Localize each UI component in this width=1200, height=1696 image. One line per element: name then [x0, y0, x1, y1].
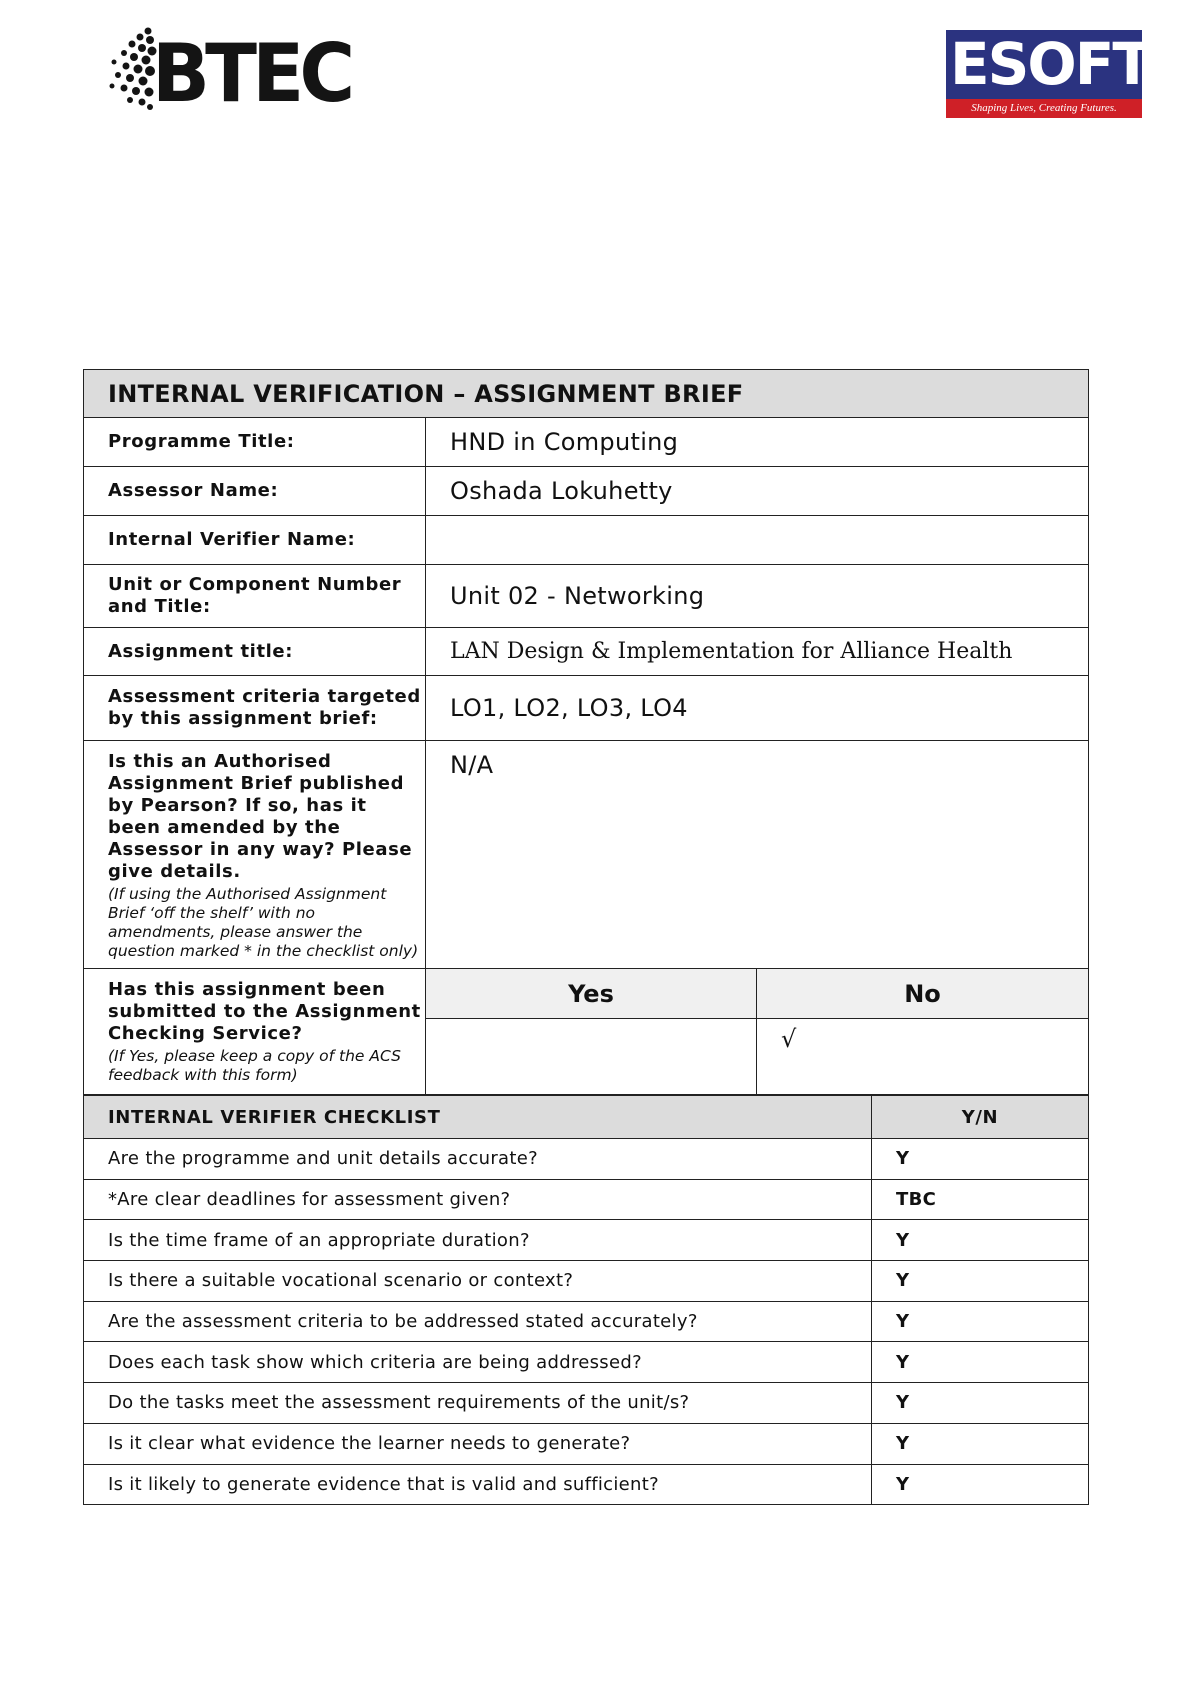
checklist-answer: Y	[872, 1423, 1089, 1464]
checklist-question: Is there a suitable vocational scenario or context?	[84, 1261, 872, 1302]
checklist-answer: Y	[872, 1383, 1089, 1424]
acs-no-cell: √	[757, 1019, 1089, 1095]
unit-value: Unit 02 - Networking	[426, 565, 1089, 628]
programme-title-value: HND in Computing	[426, 418, 1089, 467]
checklist-row	[84, 1383, 1089, 1424]
checklist-question: Are the assessment criteria to be addressed stated accurately?	[84, 1301, 872, 1342]
acs-no-header: No	[757, 969, 1089, 1019]
programme-title-label: Programme Title:	[84, 418, 426, 467]
assignment-title-label: Assignment title:	[84, 628, 426, 676]
acs-question: Has this assignment been submitted to the Assignment Checking Service?	[108, 979, 421, 1044]
esoft-tagline: Shaping Lives, Creating Futures.	[946, 99, 1142, 118]
checklist-answer: Y	[872, 1261, 1089, 1302]
unit-label: Unit or Component Number and Title:	[84, 565, 426, 628]
assessor-name-label: Assessor Name:	[84, 467, 426, 516]
checklist-row	[84, 1464, 1089, 1505]
internal-verifier-label: Internal Verifier Name:	[84, 516, 426, 565]
acs-yes-cell	[426, 1019, 757, 1095]
checklist-answer: Y	[872, 1220, 1089, 1261]
acs-note: (If Yes, please keep a copy of the ACS feedback with this form)	[108, 1047, 401, 1084]
assignment-title-value: LAN Design & Implementation for Alliance Health	[426, 628, 1089, 676]
btec-wordmark: BTEC	[152, 27, 351, 120]
checklist-yn-heading: Y/N	[872, 1096, 1089, 1139]
criteria-label: Assessment criteria targeted by this assignment brief:	[84, 676, 426, 741]
criteria-value: LO1, LO2, LO3, LO4	[426, 676, 1089, 741]
checklist-question: Is it likely to generate evidence that is valid and sufficient?	[84, 1464, 872, 1505]
btec-dots-icon	[106, 26, 158, 112]
checklist-question: Is the time frame of an appropriate duration?	[84, 1220, 872, 1261]
brief-heading: INTERNAL VERIFICATION – ASSIGNMENT BRIEF	[84, 370, 1089, 418]
esoft-logo	[946, 30, 1150, 118]
checklist-row	[84, 1220, 1089, 1261]
checklist-row	[84, 1179, 1089, 1220]
authorised-brief-value: N/A	[426, 741, 1089, 969]
checklist-question: Is it clear what evidence the learner needs to generate?	[84, 1423, 872, 1464]
checklist-row	[84, 1301, 1089, 1342]
authorised-brief-note: (If using the Authorised Assignment Brief ‘off the shelf’ with no amendments, please answer the question marked * in the checklist only)	[108, 885, 419, 960]
checklist-question: Are the programme and unit details accurate?	[84, 1139, 872, 1180]
checklist-answer: Y	[872, 1139, 1089, 1180]
esoft-wordmark: ESOFT	[950, 30, 1150, 98]
checklist-answer: Y	[872, 1301, 1089, 1342]
checklist-answer: Y	[872, 1464, 1089, 1505]
checklist-question: *Are clear deadlines for assessment given?	[84, 1179, 872, 1220]
acs-label	[84, 969, 426, 1095]
assessor-name-value: Oshada Lokuhetty	[426, 467, 1089, 516]
checklist-heading: INTERNAL VERIFIER CHECKLIST	[84, 1096, 872, 1139]
checklist-row	[84, 1261, 1089, 1302]
acs-yes-header: Yes	[426, 969, 757, 1019]
checklist-row	[84, 1423, 1089, 1464]
checklist-question: Does each task show which criteria are being addressed?	[84, 1342, 872, 1383]
checklist-answer: Y	[872, 1342, 1089, 1383]
verifier-checklist-table	[83, 1095, 1089, 1505]
authorised-brief-question: Is this an Authorised Assignment Brief published by Pearson? If so, has it been amended by the Assessor in any way? Please give details.	[108, 751, 413, 882]
authorised-brief-label	[84, 741, 426, 969]
internal-verifier-value	[426, 516, 1089, 565]
btec-logo	[106, 26, 356, 120]
checklist-row	[84, 1342, 1089, 1383]
checklist-row	[84, 1139, 1089, 1180]
assignment-brief-table	[83, 369, 1089, 1095]
checklist-answer: TBC	[872, 1179, 1089, 1220]
checklist-question: Do the tasks meet the assessment requirements of the unit/s?	[84, 1383, 872, 1424]
